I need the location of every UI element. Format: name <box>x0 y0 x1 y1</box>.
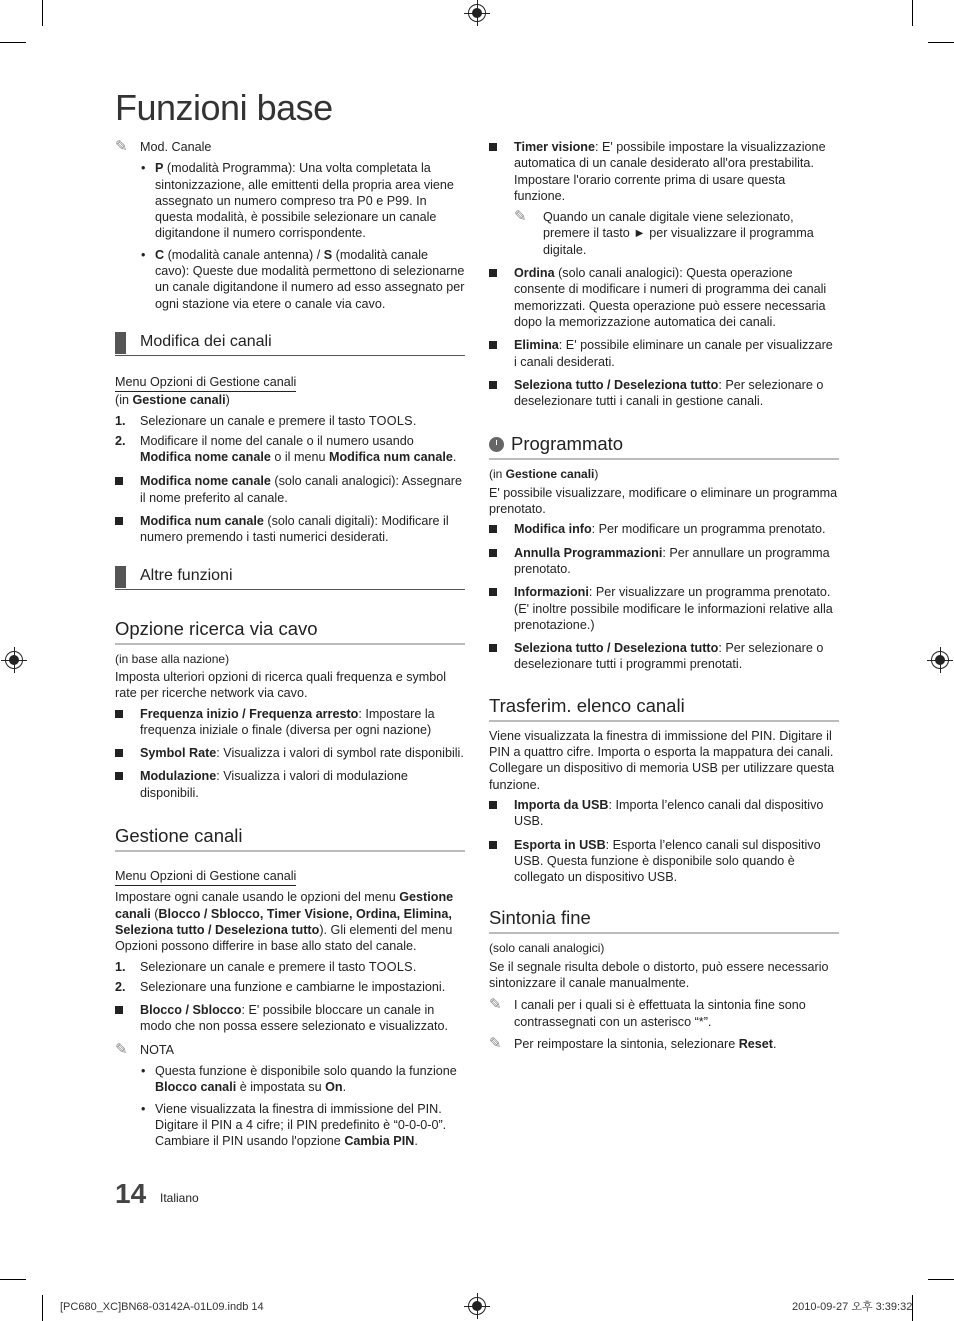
list-item: Esporta in USB: Esporta l’elenco canali sul dispositivo USB. Questa funzione è disponibile solo quando è collegato un dispositivo USB. <box>489 837 839 886</box>
note-sintonia: ✎ I canali per i quali si è effettuata la sintonia fine sono contrassegnati con un asterisco “*”. <box>489 996 806 1029</box>
list-item: Blocco / Sblocco: E' possibile bloccare un canale in modo che non possa essere selezionato e visualizzato. <box>115 1002 465 1035</box>
pencil-note-icon: ✎ <box>115 138 128 155</box>
crop-mark <box>912 0 913 26</box>
registration-mark-icon <box>468 1297 486 1315</box>
step-item: 1. Selezionare un canale e premere il tasto TOOLS. <box>115 959 417 974</box>
pencil-note-icon: ✎ <box>489 1034 502 1052</box>
page-number: 14 <box>115 1178 147 1209</box>
list-item: Seleziona tutto / Deseleziona tutto: Per selezionare o deselezionare tutti i programmi prenotati. <box>489 640 839 673</box>
list-item: Modifica num canale (solo canali digitali): Modificare il numero premendo i tasti numerici desiderati. <box>115 513 465 546</box>
step-item: 2. Selezionare una funzione e cambiarne le impostazioni. <box>115 979 446 994</box>
page-language: Italiano <box>160 1191 199 1205</box>
registration-mark-icon <box>468 4 486 22</box>
pencil-note-icon: ✎ <box>115 1040 128 1058</box>
step-item: 1. Selezionare un canale e premere il tasto TOOLS. <box>115 413 417 428</box>
step-item: 2. Modificare il nome del canale o il numero usando Modifica nome canale o il menu Modifica num canale. <box>115 433 457 465</box>
section-heading-trasferim: Trasferim. elenco canali <box>489 695 839 722</box>
note-timer: ✎ Quando un canale digitale viene selezionato, premere il tasto ► per visualizzare il programma digitale. <box>514 208 814 257</box>
list-item: Timer visione: E' possibile impostare la visualizzazione automatica di un canale desiderato all'ora prestabilita. Impostare l'orario corrente prima di usare questa funzione. <box>489 139 839 204</box>
crop-mark <box>42 0 43 26</box>
clock-icon <box>489 437 504 452</box>
note-mod-canale: ✎ Mod. Canale <box>115 138 212 155</box>
pencil-note-icon: ✎ <box>514 208 527 226</box>
section-heading-modifica: Modifica dei canali <box>115 332 465 356</box>
section-heading-sintonia: Sintonia fine <box>489 907 839 934</box>
pencil-note-icon: ✎ <box>489 996 502 1014</box>
list-item: Seleziona tutto / Deseleziona tutto: Per selezionare o deselezionare tutti i canali in gestione canali. <box>489 377 839 410</box>
crop-mark <box>928 42 954 43</box>
list-item: Modulazione: Visualizza i valori di modulazione disponibili. <box>115 768 465 801</box>
crop-mark <box>42 1295 43 1321</box>
list-item: • Viene visualizzata la finestra di immissione del PIN. Digitare il PIN a 4 cifre; il PIN predefinito è “0-0-0-0”. Cambiare il PIN usando l'opzione Cambia PIN. <box>141 1101 447 1149</box>
list-item: Annulla Programmazioni: Per annullare un programma prenotato. <box>489 545 839 578</box>
registration-mark-icon <box>5 651 23 669</box>
section-heading-programmato: Programmato <box>489 433 839 460</box>
list-item: • Questa funzione è disponibile solo quando la funzione Blocco canali è impostata su On. <box>141 1063 457 1095</box>
list-item: Ordina (solo canali analogici): Questa operazione consente di modificare i numeri di programma dei canali memorizzati. Questa operazione può essere necessaria dopo la memorizzazione automatica dei canali. <box>489 265 839 330</box>
footer-date: 2010-09-27 오후 3:39:32 <box>792 1301 913 1313</box>
list-item: Symbol Rate: Visualizza i valori di symbol rate disponibili. <box>115 745 465 761</box>
crop-mark <box>0 42 26 43</box>
in-gestione-note: (in Gestione canali) <box>115 393 230 408</box>
right-column: Timer visione: E' possibile impostare la visualizzazione automatica di un canale desiderato all'ora prestabilita. Impostare l'orario corrente prima di usare questa funzione. ✎ Quando un canale digitale viene selezionato, premere il tasto ► per visualizzare il programma digitale. Ordina (solo canali analogici): Questa operazione consente di modificare i numeri di programma dei canali memorizzati. Questa operazione può essere necessaria dopo la memorizzazione automatica dei canali. Elimina: E' possibile eliminare un canale per visualizzare i canali desiderati. Seleziona tutto / Deseleziona tutto: Per selezionare o deselezionare tutti i canali in gestione canali. Programmato (in Gestione canali) E' possibile visualizzare, modificare o eliminare un programma prenotato. Modifica info: Per modificare un programma prenotato. Annulla Programmazioni: Per annullare un programma prenotato. Informazioni: Per visualizzare un programma prenotato. (E' inoltre possibile modificare le informazioni relative alla prenotazione.) Seleziona tutto / Deseleziona tutto: Per selezionare o deselezionare tutti i programmi prenotati. Trasferim. elenco canali Viene visualizzata la finestra di immissione del PIN. Digitare il PIN a quattro cifre. Importa o esporta la mappatura dei canali. Collegare un dispositivo di memoria USB per utilizzare questa funzione. Importa da USB: Importa l’elenco canali dal dispositivo USB. Esporta in USB: Esporta l’elenco canali sul dispositivo USB. Questa funzione è disponibile solo quando è collegato un dispositivo USB. Sintonia fine (solo canali analogici) Se il segnale risulta debole o distorto, può essere necessario sintonizzare il canale manualmente. ✎ I canali per i quali si è effettuata la sintonia fine sono contrassegnati con un asterisco “*”. ✎ Per reimpostare la sintonia, selezionare Reset. <box>489 140 838 1052</box>
list-item: • C (modalità canale antenna) / S (modalità canale cavo): Queste due modalità permettono di selezionarne un canale digitandone il numero ad esso assegnato per ogni stazione via etere o canale via cavo. <box>141 247 465 311</box>
list-item: Modifica nome canale (solo canali analogici): Assegnare il nome preferito al canale. <box>115 473 465 506</box>
list-item: Modifica info: Per modificare un programma prenotato. <box>489 521 839 537</box>
page-title: Funzioni base <box>115 87 333 128</box>
section-heading-altre: Altre funzioni <box>115 566 465 590</box>
list-item: Importa da USB: Importa l’elenco canali dal dispositivo USB. <box>489 797 839 830</box>
crop-mark <box>0 1279 26 1280</box>
list-item: Elimina: E' possibile eliminare un canale per visualizzare i canali desiderati. <box>489 337 839 370</box>
section-heading-gestione: Gestione canali <box>115 825 465 852</box>
left-column: ✎ Mod. Canale • P (modalità Programma): Una volta completata la sintonizzazione, alle emittenti della propria area viene assegnato un numero compreso tra P0 e P99. In questa modalità, è possibile selezionare un canale digitandone il numero corrispondente. • C (modalità canale antenna) / S (modalità canale cavo): Queste due modalità permettono di selezionarne un canale digitandone il numero ad esso assegnato per ogni stazione via etere o canale via cavo. Modifica dei canali Menu Opzioni di Gestione canali (in Gestione canali) 1. Selezionare un canale e premere il tasto TOOLS. 2. Modificare il nome del canale o il numero usando Modifica nome canale o il menu Modifica num canale. Modifica nome canale (solo canali analogici): Assegnare il nome preferito al canale. Modifica num canale (solo canali digitali): Modificare il numero premendo i tasti numerici desiderati. Altre funzioni Opzione ricerca via cavo (in base alla nazione) Imposta ulteriori opzioni di ricerca quali frequenza e symbol rate per ricerche network via cavo. Frequenza inizio / Frequenza arresto: Impostare la frequenza iniziale o finale (diversa per ogni nazione) Symbol Rate: Visualizza i valori di symbol rate disponibili. Modulazione: Visualizza i valori di modulazione disponibili. Gestione canali Menu Opzioni di Gestione canali Impostare ogni canale usando le opzioni del menu Gestione canali (Blocco / Sblocco, Timer Visione, Ordina, Elimina, Seleziona tutto / Deseleziona tutto). Gli elementi del menu Opzioni possono differire in base allo stato del canale. 1. Selezionare un canale e premere il tasto TOOLS. 2. Selezionare una funzione e cambiarne le impostazioni. Blocco / Sblocco: E' possibile bloccare un canale in modo che non possa essere selezionato e visualizzato. ✎ NOTA • Questa funzione è disponibile solo quando la funzione Blocco canali è impostata su On. • Viene visualizzata la finestra di immissione del PIN. Digitare il PIN a 4 cifre; il PIN predefinito è “0-0-0-0”. Cambiare il PIN usando l'opzione Cambia PIN. <box>115 138 465 1149</box>
section-heading-opzione: Opzione ricerca via cavo <box>115 618 465 645</box>
crop-mark <box>928 1279 954 1280</box>
list-item: • P (modalità Programma): Una volta completata la sintonizzazione, alle emittenti della propria area viene assegnato un numero compreso tra P0 e P99. In questa modalità, è possibile selezionare un canale digitandone il numero corrispondente. <box>141 161 454 241</box>
menu-opzioni-label: Menu Opzioni di Gestione canali <box>115 374 296 392</box>
note-reset: ✎ Per reimpostare la sintonia, selezionare Reset. <box>489 1034 777 1052</box>
registration-mark-icon <box>931 651 949 669</box>
menu-opzioni-label: Menu Opzioni di Gestione canali <box>115 868 296 886</box>
footer-file: [PC680_XC]BN68-03142A-01L09.indb 14 <box>60 1301 264 1313</box>
list-item: Frequenza inizio / Frequenza arresto: Impostare la frequenza iniziale o finale (diversa per ogni nazione) <box>115 706 465 739</box>
list-item: Informazioni: Per visualizzare un programma prenotato. (E' inoltre possibile modificare le informazioni relative alla prenotazione.) <box>489 584 839 633</box>
note-nota: ✎ NOTA <box>115 1040 175 1058</box>
